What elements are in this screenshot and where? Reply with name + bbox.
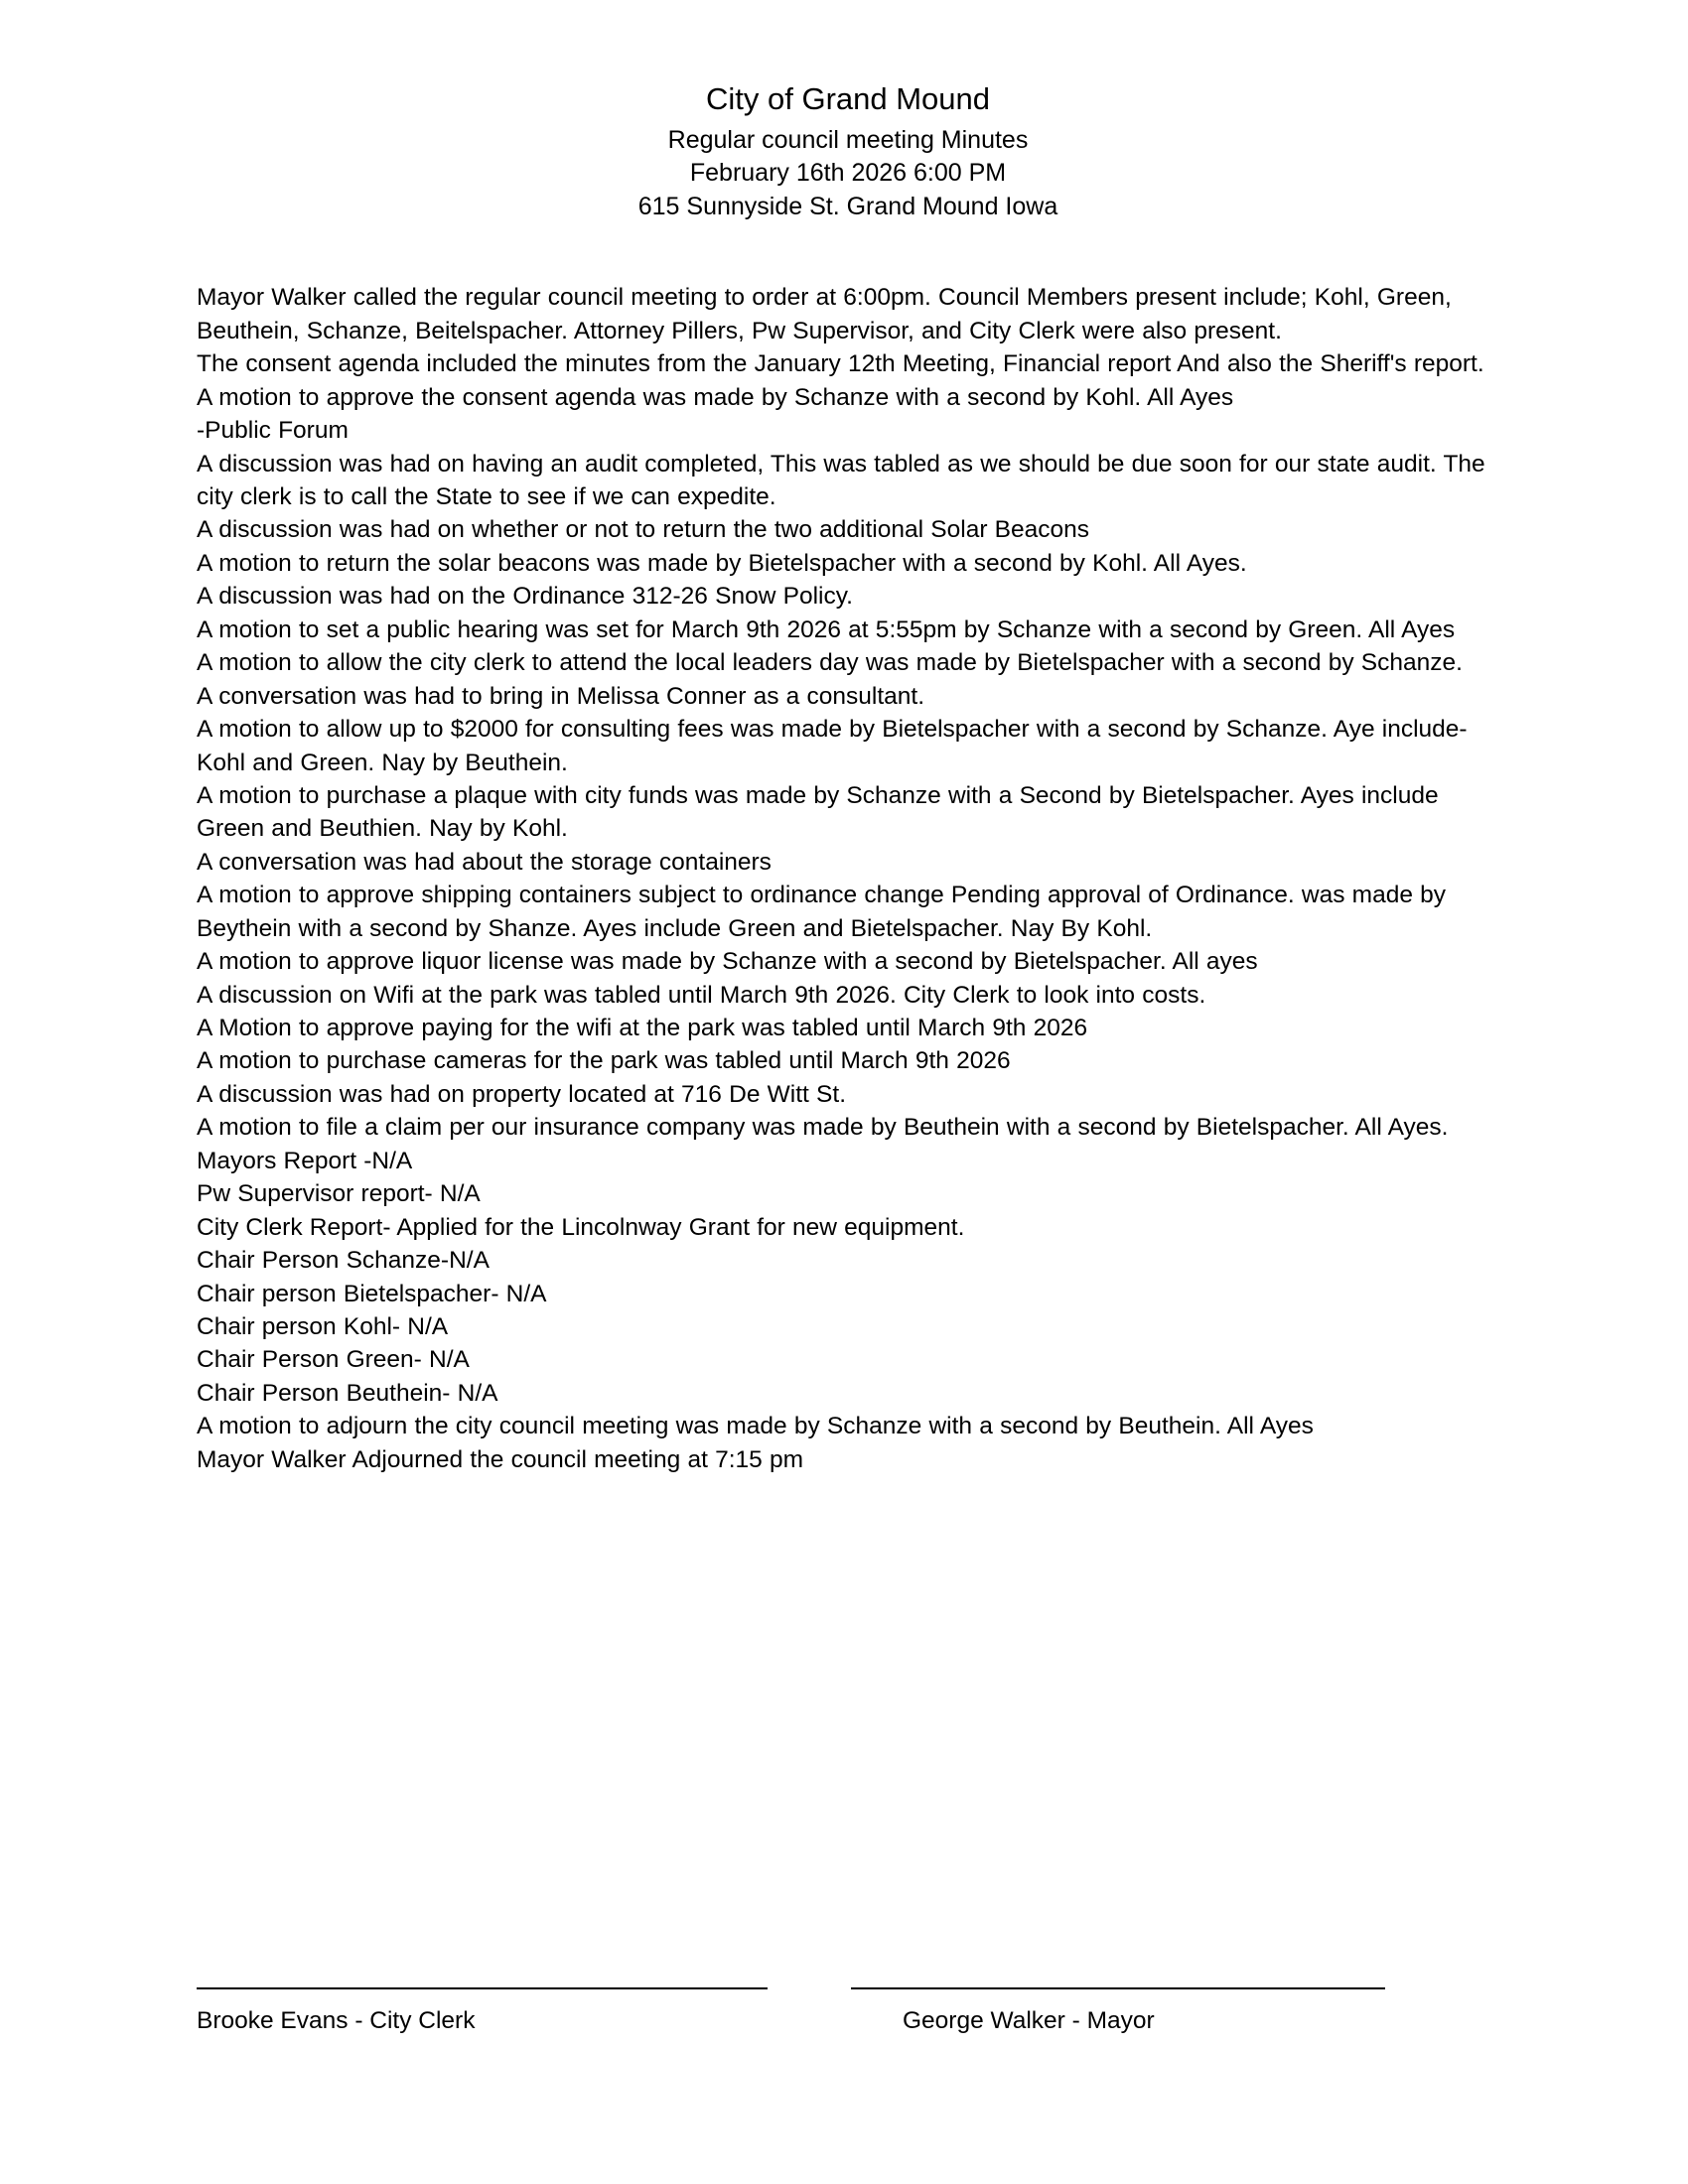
- paragraph: Chair Person Schanze-N/A: [197, 1247, 490, 1275]
- signature-line: [851, 1987, 1385, 1989]
- paragraph: A discussion was had on property located at 716 De Witt St.: [197, 1080, 846, 1108]
- paragraph: A motion to set a public hearing was set for March 9th 2026 at 5:55pm by Schanze with a second by Green. All Ayes: [197, 615, 1456, 643]
- paragraph: A motion to approve the consent agenda was made by Schanze with a second by Kohl. All Ayes: [197, 383, 1234, 411]
- document-header: [197, 79, 1499, 223]
- paragraph: Chair person Kohl- N/A: [197, 1312, 449, 1340]
- paragraph: A Motion to approve paying for the wifi at the park was tabled until March 9th 2026: [197, 1015, 1088, 1042]
- paragraph: A motion to allow up to $2000 for consulting fees was made by Bietelspacher with a second by Schanze. Aye include-Kohl and Green. Nay by Beuthein.: [197, 716, 1468, 776]
- paragraph: A motion to purchase a plaque with city funds was made by Schanze with a Second by Bietelspacher. Ayes include Green and Beuthien. Nay by Kohl.: [197, 781, 1439, 843]
- paragraph: A discussion was had on whether or not to return the two additional Solar Beacons: [197, 516, 1090, 544]
- paragraph: A motion to file a claim per our insurance company was made by Beuthein with a second by Bietelspacher. All Ayes.: [197, 1114, 1449, 1142]
- minutes-body: [197, 281, 1499, 1476]
- paragraph: A motion to approve liquor license was made by Schanze with a second by Bietelspacher. All ayes: [197, 948, 1258, 976]
- signature-block-clerk: [197, 1987, 768, 2037]
- paragraph: Chair person Bietelspacher- N/A: [197, 1280, 547, 1307]
- paragraph: Mayor Walker Adjourned the council meeting at 7:15 pm: [197, 1445, 804, 1473]
- subtitle-datetime: February 16th 2026 6:00 PM: [689, 159, 1007, 188]
- signature-block-mayor: [829, 1987, 1385, 2037]
- paragraph: A motion to return the solar beacons was made by Bietelspacher with a second by Kohl. All Ayes.: [197, 549, 1247, 577]
- paragraph: -Public Forum: [197, 417, 349, 445]
- signature-area: [197, 1987, 1499, 2037]
- paragraph: A motion to purchase cameras for the park was tabled until March 9th 2026: [197, 1047, 1011, 1075]
- paragraph: Pw Supervisor report- N/A: [197, 1180, 481, 1208]
- signature-label-mayor: George Walker - Mayor: [903, 2007, 1155, 2035]
- paragraph: Mayor Walker called the regular council meeting to order at 6:00pm. Council Members present include; Kohl, Green, Beuthein, Schanze, Beitelspacher. Attorney Pillers, Pw Supervisor, and City Clerk were also present.: [197, 284, 1452, 344]
- signature-line: [197, 1987, 768, 1989]
- paragraph: Mayors Report -N/A: [197, 1147, 413, 1174]
- paragraph: City Clerk Report- Applied for the Lincolnway Grant for new equipment.: [197, 1213, 965, 1241]
- paragraph: A motion to allow the city clerk to attend the local leaders day was made by Bietelspacher with a second by Schanze.: [197, 649, 1463, 677]
- paragraph: Chair Person Green- N/A: [197, 1346, 470, 1374]
- paragraph: Chair Person Beuthein- N/A: [197, 1379, 498, 1407]
- paragraph: A discussion was had on having an audit completed, This was tabled as we should be due soon for our state audit. The city clerk is to call the State to see if we can expedite.: [197, 450, 1485, 511]
- paragraph: A discussion on Wifi at the park was tabled until March 9th 2026. City Clerk to look into costs.: [197, 981, 1206, 1009]
- paragraph: A motion to approve shipping containers subject to ordinance change Pending approval of Ordinance. was made by Beythein with a second by Shanze. Ayes include Green and Bietelspacher. Nay By Kohl.: [197, 882, 1447, 942]
- paragraph: A motion to adjourn the city council meeting was made by Schanze with a second by Beuthein. All Ayes: [197, 1413, 1314, 1440]
- paragraph: A discussion was had on the Ordinance 312-26 Snow Policy.: [197, 583, 853, 611]
- page-title: City of Grand Mound: [705, 81, 991, 116]
- paragraph: A conversation was had to bring in Melissa Conner as a consultant.: [197, 682, 924, 710]
- subtitle-address: 615 Sunnyside St. Grand Mound Iowa: [637, 192, 1058, 220]
- paragraph: The consent agenda included the minutes from the January 12th Meeting, Financial report And also the Sheriff's report.: [197, 350, 1484, 378]
- signature-label-clerk: Brooke Evans - City Clerk: [197, 2007, 476, 2035]
- subtitle-meeting-type: Regular council meeting Minutes: [667, 125, 1029, 154]
- paragraph: A conversation was had about the storage containers: [197, 848, 772, 876]
